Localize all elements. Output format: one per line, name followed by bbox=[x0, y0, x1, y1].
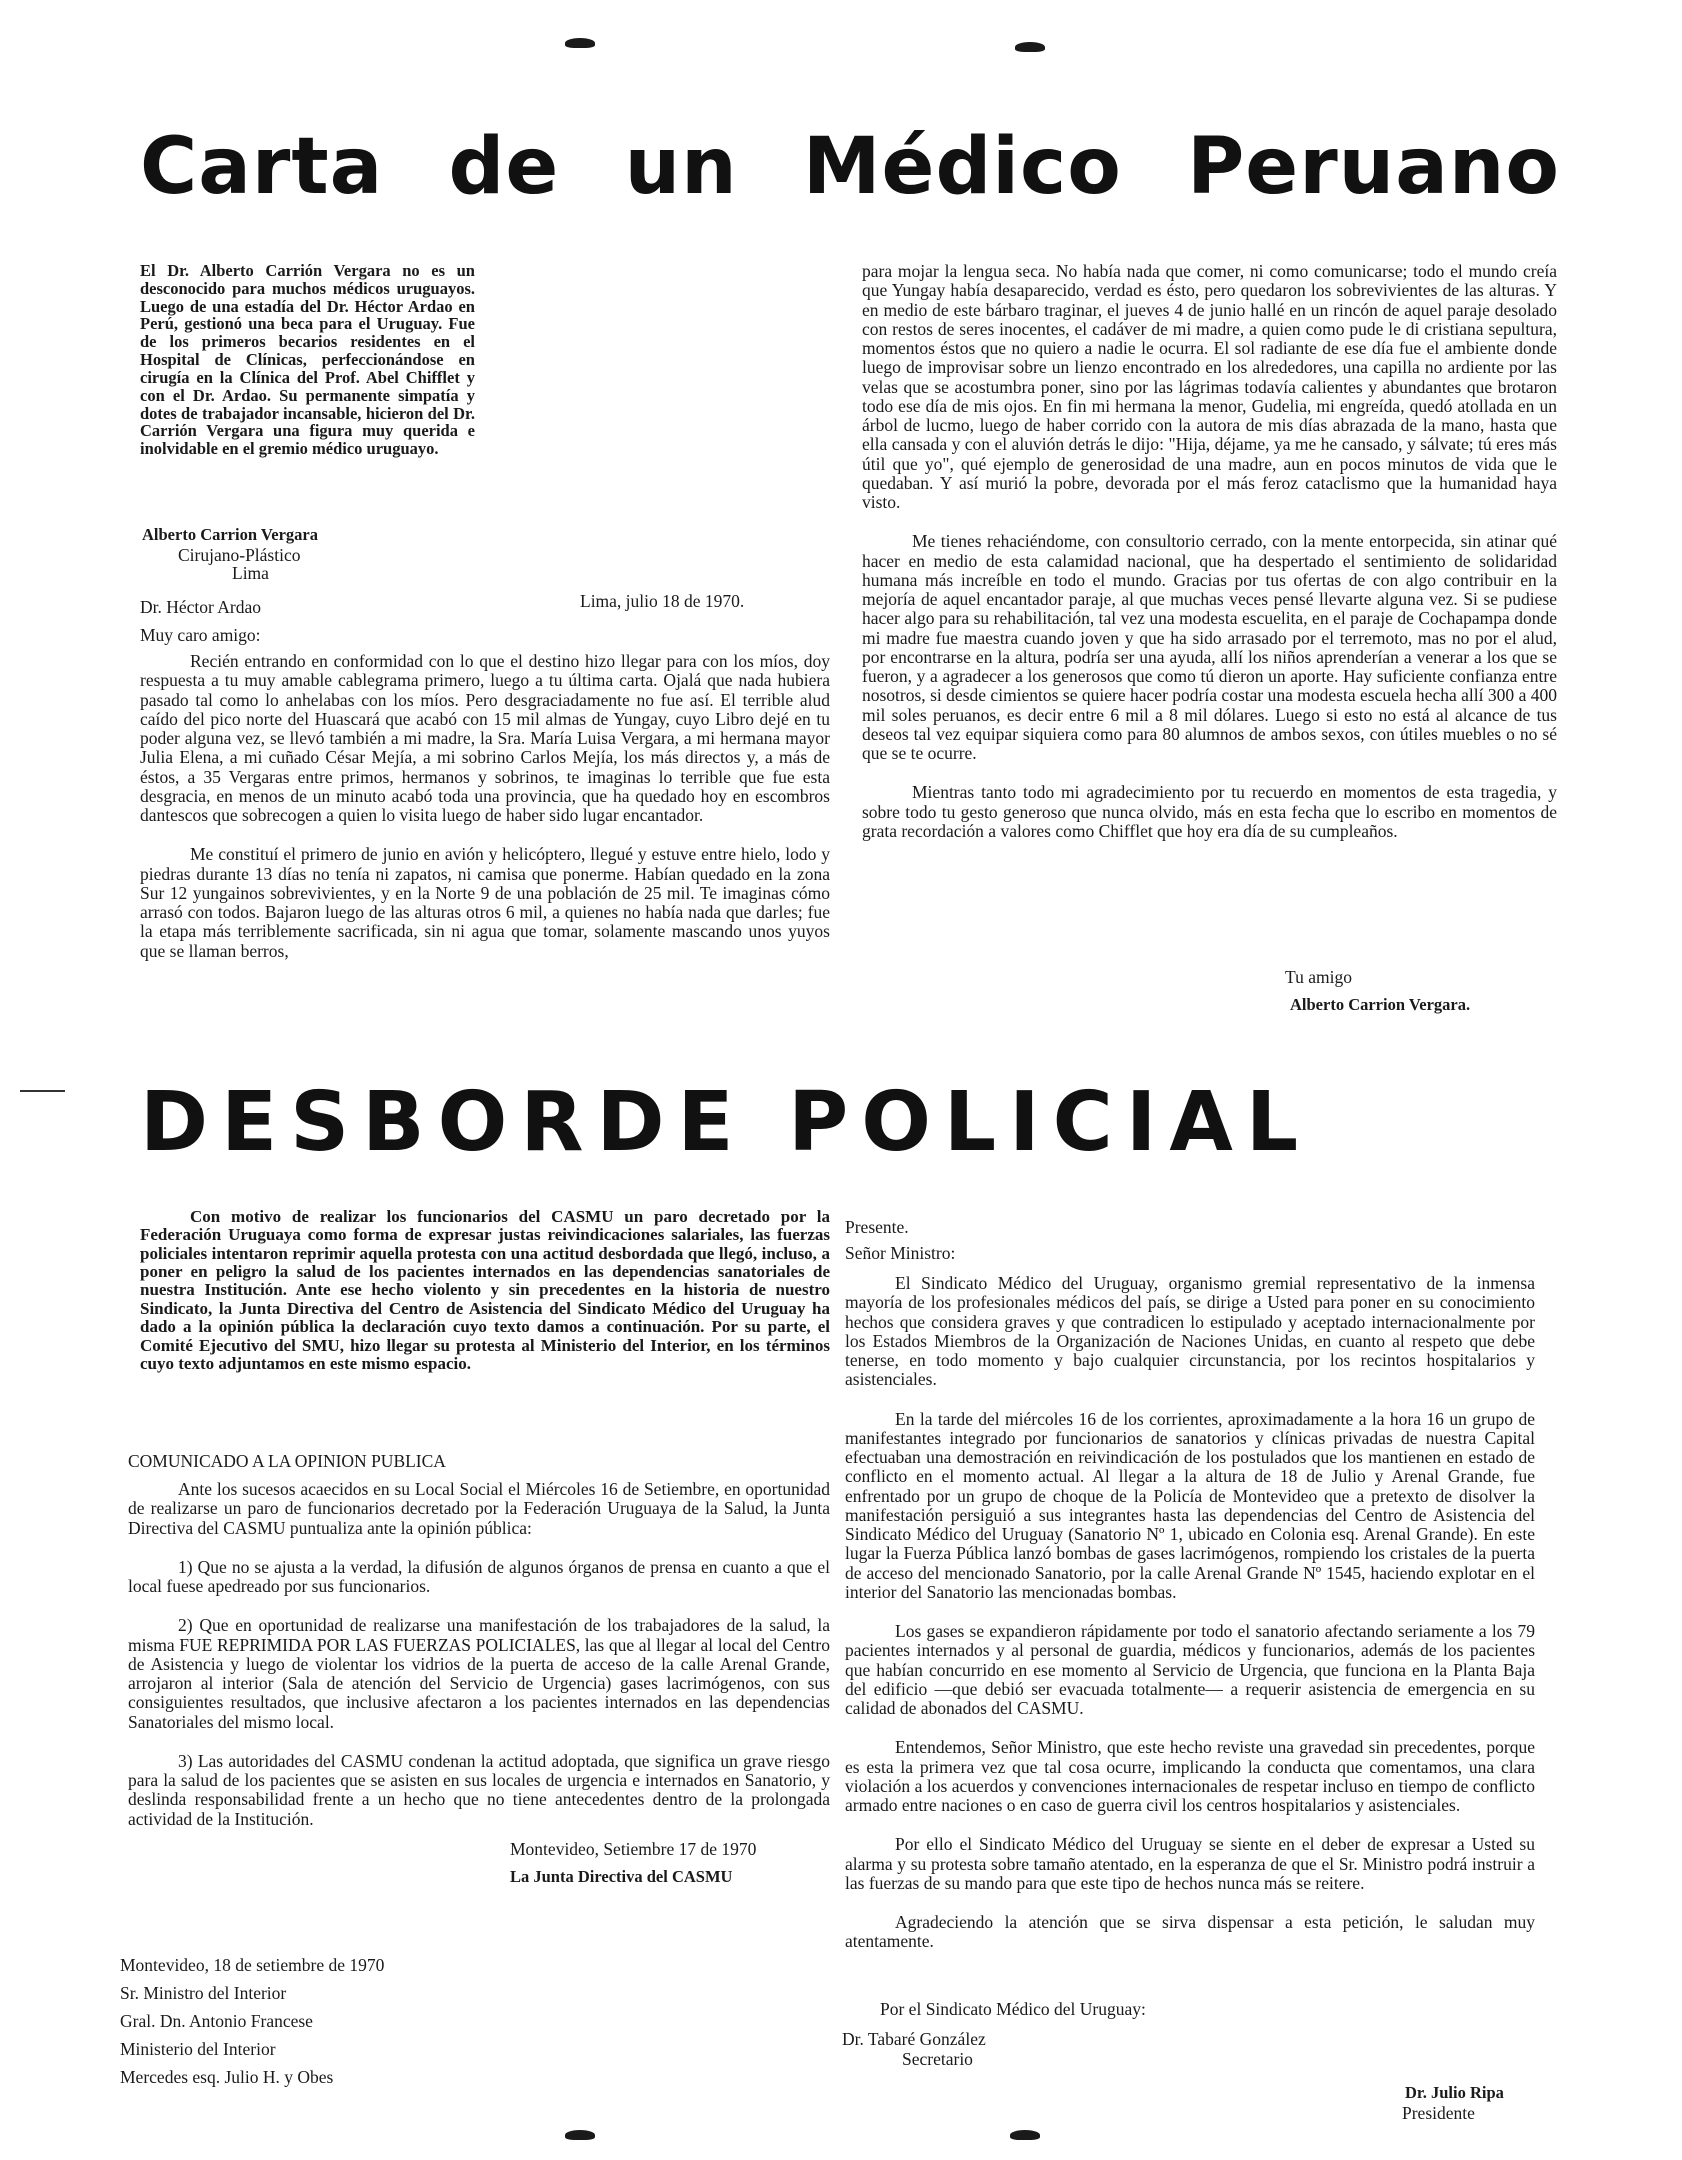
title-word: un bbox=[624, 122, 738, 212]
closing: Tu amigo bbox=[1285, 967, 1352, 987]
letter-body bbox=[845, 1274, 1535, 1972]
article1-intro: El Dr. Alberto Carrión Vergara no es un desconocido para muchos médicos uruguayos. Luego de una estadía del Dr. Héctor Ardao en Perú, gestionó una beca para el Uruguay. Fue de los primeros becarios residentes en el Hospital de Clínicas, perfeccionándose en cirugía en la Clínica del Prof. Abel Chifflet y con el Dr. Ardao. Su permanente simpatía y dotes de trabajador incansable, hicieron del Dr. Carrión Vergara una figura muy querida e inolvidable en el gremio médico uruguayo. bbox=[140, 261, 475, 459]
article2-title: DESBORDE POLICIAL bbox=[140, 1075, 1312, 1170]
article1-title bbox=[140, 122, 1560, 212]
letter-date: Lima, julio 18 de 1970. bbox=[580, 591, 745, 611]
title-word: Peruano bbox=[1187, 122, 1560, 212]
paragraph: 1) Que no se ajusta a la verdad, la difusión de algunos órganos de prensa en cuanto a que el local fuese apedreado por sus funcionarios. bbox=[128, 1556, 830, 1596]
title-word: Carta bbox=[140, 122, 384, 212]
letter-presente: Presente. bbox=[845, 1217, 909, 1237]
title-word: de bbox=[448, 122, 560, 212]
letter-header-line: Montevideo, 18 de setiembre de 1970 bbox=[120, 1955, 385, 1975]
letter-header-line: Gral. Dn. Antonio Francese bbox=[120, 2011, 313, 2031]
paragraph: 2) Que en oportunidad de realizarse una manifestación de los trabajadores de la salud, la misma FUE REPRIMIDA POR LAS FUERZAS POLICIALES, las que al llegar al local del Centro de Asistencia y luego de violentar los vidrios de la puerta de acceso de la calle Arenal Grande, arrojaron al interior (Sala de atención del Servicio de Urgencia) gases lacrimógenos, con sus consiguientes resultados, que inclusive afectaron a los pacientes internados en las dependencias Sanatoriales del mismo local. bbox=[128, 1615, 830, 1732]
article2-intro bbox=[140, 1208, 830, 1393]
paragraph: Entendemos, Señor Ministro, que este hecho reviste una gravedad sin precedentes, porque es esta la primera vez que tal cosa ocurre, implicando la conducta que comentamos, una clara violación a los acuerdos y convenciones internacionales de respetar incluso en tiempo de conflicto armado entre naciones o en caso de guerra civil los centros hospitalarios y asistenciales. bbox=[845, 1737, 1535, 1815]
paragraph: Ante los sucesos acaecidos en su Local Social el Miércoles 16 de Setiembre, en oportunidad de realizarse un paro de funcionarios decretado por la Federación Uruguaya de la Salud, la Junta Directiva del CASMU puntualiza ante la opinión pública: bbox=[128, 1479, 830, 1538]
paragraph: Me tienes rehaciéndome, con consultorio cerrado, con la mente entorpecida, sin atinar qué hacer en medio de esta calamidad nacional, que ha despertado el sentimiento de solidaridad humana más increíble en todo el mundo. Gracias por tus ofertas de con algo contribuir en la mejoría de aquel encantador paraje, al que muchas veces pensé llevarte alguna vez. Si se pudiese hacer algo para su rehabilitación, tal vez una modesta escuelita, en el paraje de Cochapampa donde mi madre fue maestra cuando joven y que ha sido arrasado por el terremoto, mas no por el alud, por encontrarse en la altura, podría ser una ayuda, allí los niños aprenderían a venerar a los que se fueron, y a agradecer a los generosos que como tú dieron un aporte. Hay suficiente confianza entre nosotros, si desde cimientos se quiere hacer podría costar una modesta escuela hecha allí 300 a 400 mil soles peruanos, es decir entre 6 mil a 8 mil dólares. Luego si esto no está al alcance de tus deseos tal vez equipar siquiera como para 80 alumnos de ambos sexos, con útiles muebles o no sé que se te ocurre. bbox=[862, 531, 1557, 763]
paragraph: En la tarde del miércoles 16 de los corrientes, aproximadamente a la hora 16 un grupo de manifestantes integrado por funcionarios de sanatorios y clínicas privadas de nuestra Capital efectuaban una demostración en reivindicación de los postulados que los mantienen en estado de conflicto en el momento actual. Al llegar a la altura de 18 de Julio y Arenal Grande, fue enfrentado por un grupo de choque de la Policía de Montevideo que a pretexto de disolver la manifestación persiguió a sus integrantes hasta las dependencias del Centro de Asistencia del Sindicato Médico del Uruguay (Sanatorio Nº 1, ubicado en Colonia esq. Arenal Grande). En este lugar la Fuerza Pública lanzó bombas de gases lacrimógenos, rompiendo los cristales de la puerta de acceso del mencionado Sanatorio, por la calle Arenal Grande Nº 1545, haciendo explotar en el interior del Sanatorio las mencionadas bombas. bbox=[845, 1408, 1535, 1602]
letter-header-line: Mercedes esq. Julio H. y Obes bbox=[120, 2067, 334, 2087]
article1-left-column bbox=[140, 652, 830, 981]
paragraph: Con motivo de realizar los funcionarios del CASMU un paro decretado por la Federación Uruguaya como forma de expresar justas reivindicaciones salariales, las fuerzas policiales intentaron reprimir aquella protesta con una actitud desbordada que llegó, incluso, a poner en peligro la salud de los pacientes internados en las dependencias sanatoriales de nuestra Institución. Ante ese hecho violento y sin precedentes en la historia de nuestro Sindicato, la Junta Directiva del Centro de Asistencia del Sindicato Médico del Uruguay ha dado a la opinión pública la declaración cuyo texto damos a continuación. Por su parte, el Comité Ejecutivo del SMU, hizo llegar su protesta al Ministerio del Interior, en los términos cuyo texto adjuntamos en este mismo espacio. bbox=[140, 1207, 830, 1373]
paragraph: Me constituí el primero de junio en avión y helicóptero, llegué y estuve entre hielo, lodo y piedras durante 13 días no tenía ni zapatos, ni camisa que ponerme. Habían quedado en la zona Sur 12 yungainos sobrevivientes, y en la Norte 9 de una población de 25 mil. Te imaginas cómo arrasó con todos. Bajaron luego de las alturas otros 6 mil, a quienes no había nada que darles; fue la etapa más terriblemente sacrificada, sin ni agua que tomar, solamente mascando unos yuyos que se llaman berros, bbox=[140, 844, 830, 961]
communique-date: Montevideo, Setiembre 17 de 1970 bbox=[510, 1839, 757, 1859]
paragraph: 3) Las autoridades del CASMU condenan la actitud adoptada, que significa un grave riesgo para la salud de los pacientes que se asisten en sus locales de urgencia e internados en Sanatorio, y deslinda responsabilidad frente a un hecho que no tiene antecedentes dentro de la prolongada actividad de la Institución. bbox=[128, 1750, 830, 1829]
signature: Alberto Carrion Vergara. bbox=[1290, 995, 1471, 1014]
registration-mark-bottom-left bbox=[565, 2130, 595, 2140]
paragraph: Los gases se expandieron rápidamente por todo el sanatorio afectando seriamente a los 79 pacientes internados y al personal de guardia, médicos y funcionarios, además de los pacientes que habían concurrido en ese momento al Servicio de Urgencia, que funciona en la Planta Baja del edificio —que debió ser evacuada totalmente— a requerir asistencia de emergencia en su calidad de abonados del CASMU. bbox=[845, 1621, 1535, 1718]
paragraph: Por ello el Sindicato Médico del Uruguay se siente en el deber de expresar a Usted su alarma y su protesta sobre tamaño atentado, en la esperanza de que el Sr. Ministro podrá instruir a las fuerzas de su mando para que este tipo de hechos nunca más se reitere. bbox=[845, 1834, 1535, 1893]
president-name: Dr. Julio Ripa bbox=[1405, 2083, 1504, 2102]
paragraph: para mojar la lengua seca. No había nada que comer, ni como comunicarse; todo el mundo creía que Yungay había desaparecido, verdad es ésto, pero quedaron los sobrevivientes de las alturas. Y en medio de este bárbaro traginar, el jueves 4 de junio hallé en un rincón de aquel paraje desolado con restos de seres inocentes, el cadáver de mi madre, a quien como pude le di cristiana sepultura, momentos éstos que no quiero a nadie le ocurra. El sol radiante de ese día fue el ambiente donde luego de improvisar sobre un lienzo encontrado en los alrededores, una capilla no ardiente por las velas que se acostumbra poner, sino por las lágrimas todavía calientes y abundantes que brotaron todo ese día de mis ojos. En fin mi hermana la menor, Gudelia, mi engreída, quedó atollada en un árbol de lucmo, luego de haber corrido con la autora de mis días abrazada de la mano, hasta que ella cansada y con el aluvión detrás le dijo: "Hija, déjame, ya me he cansado, y sálvate; tú eres más útil que yo", qué ejemplo de generosidad de una madre, aun en pocos minutos de vida que le quedaban. Y así murió la pobre, devorada por el más feroz cataclismo que la humanidad haya visto. bbox=[862, 261, 1557, 512]
paragraph: El Sindicato Médico del Uruguay, organismo gremial representativo de la inmensa mayoría de los profesionales médicos del país, se dirige a Usted para poner en su conocimiento hechos que considera graves y que contradicen lo estipulado y aceptado internacionalmente por los Estados Miembros de la Organización de Naciones Unidas, en cuanto al respeto que debe tenerse, en todo momento y bajo cualquier circunstancia, por los recintos hospitalarios y asistenciales. bbox=[845, 1273, 1535, 1390]
letter-closing: Por el Sindicato Médico del Uruguay: bbox=[880, 1999, 1146, 2019]
paragraph: Agradeciendo la atención que se sirva dispensar a esta petición, le saludan muy atentamente. bbox=[845, 1912, 1535, 1952]
margin-mark bbox=[20, 1090, 65, 1092]
letter-salutation: Señor Ministro: bbox=[845, 1243, 956, 1263]
paragraph: Recién entrando en conformidad con lo que el destino hizo llegar para con los míos, doy respuesta a tu muy amable cablegrama primero, luego a tu última carta. Ojalá que nada hubiera pasado tal como lo anhelabas con los míos. Pero desgraciadamente no fue así. El terrible alud caído del pico norte del Huascará que acabó con 15 mil almas de Yungay, cuyo Libro dejé en tu poder alguna vez, se llevó también a mi madre, la Sra. María Luisa Vergara, a mi hermana mayor Julia Elena, a mi cuñado César Mejía, a mi sobrino Carlos Mejía, los más directos y, a más de éstos, a 35 Vergaras entre primos, hermanos y sobrinos, te imaginas lo terrible que fue esta desgracia, en menos de un minuto acabó toda una provincia, que ha quedado hoy en escombros dantescos que sobrecogen a quien lo visita luego de haber sido lugar encantador. bbox=[140, 651, 830, 825]
salutation: Muy caro amigo: bbox=[140, 625, 261, 645]
registration-mark-top-left bbox=[565, 38, 595, 48]
president-title: Presidente bbox=[1402, 2103, 1475, 2123]
communique-heading: COMUNICADO A LA OPINION PUBLICA bbox=[128, 1451, 446, 1471]
communique-body bbox=[128, 1480, 830, 1849]
article1-right-column bbox=[862, 262, 1557, 861]
sender-name: Alberto Carrion Vergara bbox=[142, 525, 318, 544]
communique-signature: La Junta Directiva del CASMU bbox=[510, 1867, 733, 1886]
letter-header-line: Ministerio del Interior bbox=[120, 2039, 276, 2059]
sender-city: Lima bbox=[232, 563, 269, 583]
title-word: Médico bbox=[802, 122, 1122, 212]
secretary-title: Secretario bbox=[902, 2049, 973, 2069]
paragraph: Mientras tanto todo mi agradecimiento por tu recuerdo en momentos de esta tragedia, y sobre todo tu gesto generoso que nunca olvido, más en esta fecha que lo escribo en momentos de grata recordación a valores como Chifflet que hoy era día de su cumpleaños. bbox=[862, 782, 1557, 841]
recipient: Dr. Héctor Ardao bbox=[140, 597, 262, 617]
secretary-name: Dr. Tabaré González bbox=[842, 2029, 986, 2049]
sender-title: Cirujano-Plástico bbox=[178, 545, 301, 565]
registration-mark-bottom-right bbox=[1010, 2130, 1040, 2140]
letter-header-line: Sr. Ministro del Interior bbox=[120, 1983, 287, 2003]
registration-mark-top-right bbox=[1015, 42, 1045, 52]
